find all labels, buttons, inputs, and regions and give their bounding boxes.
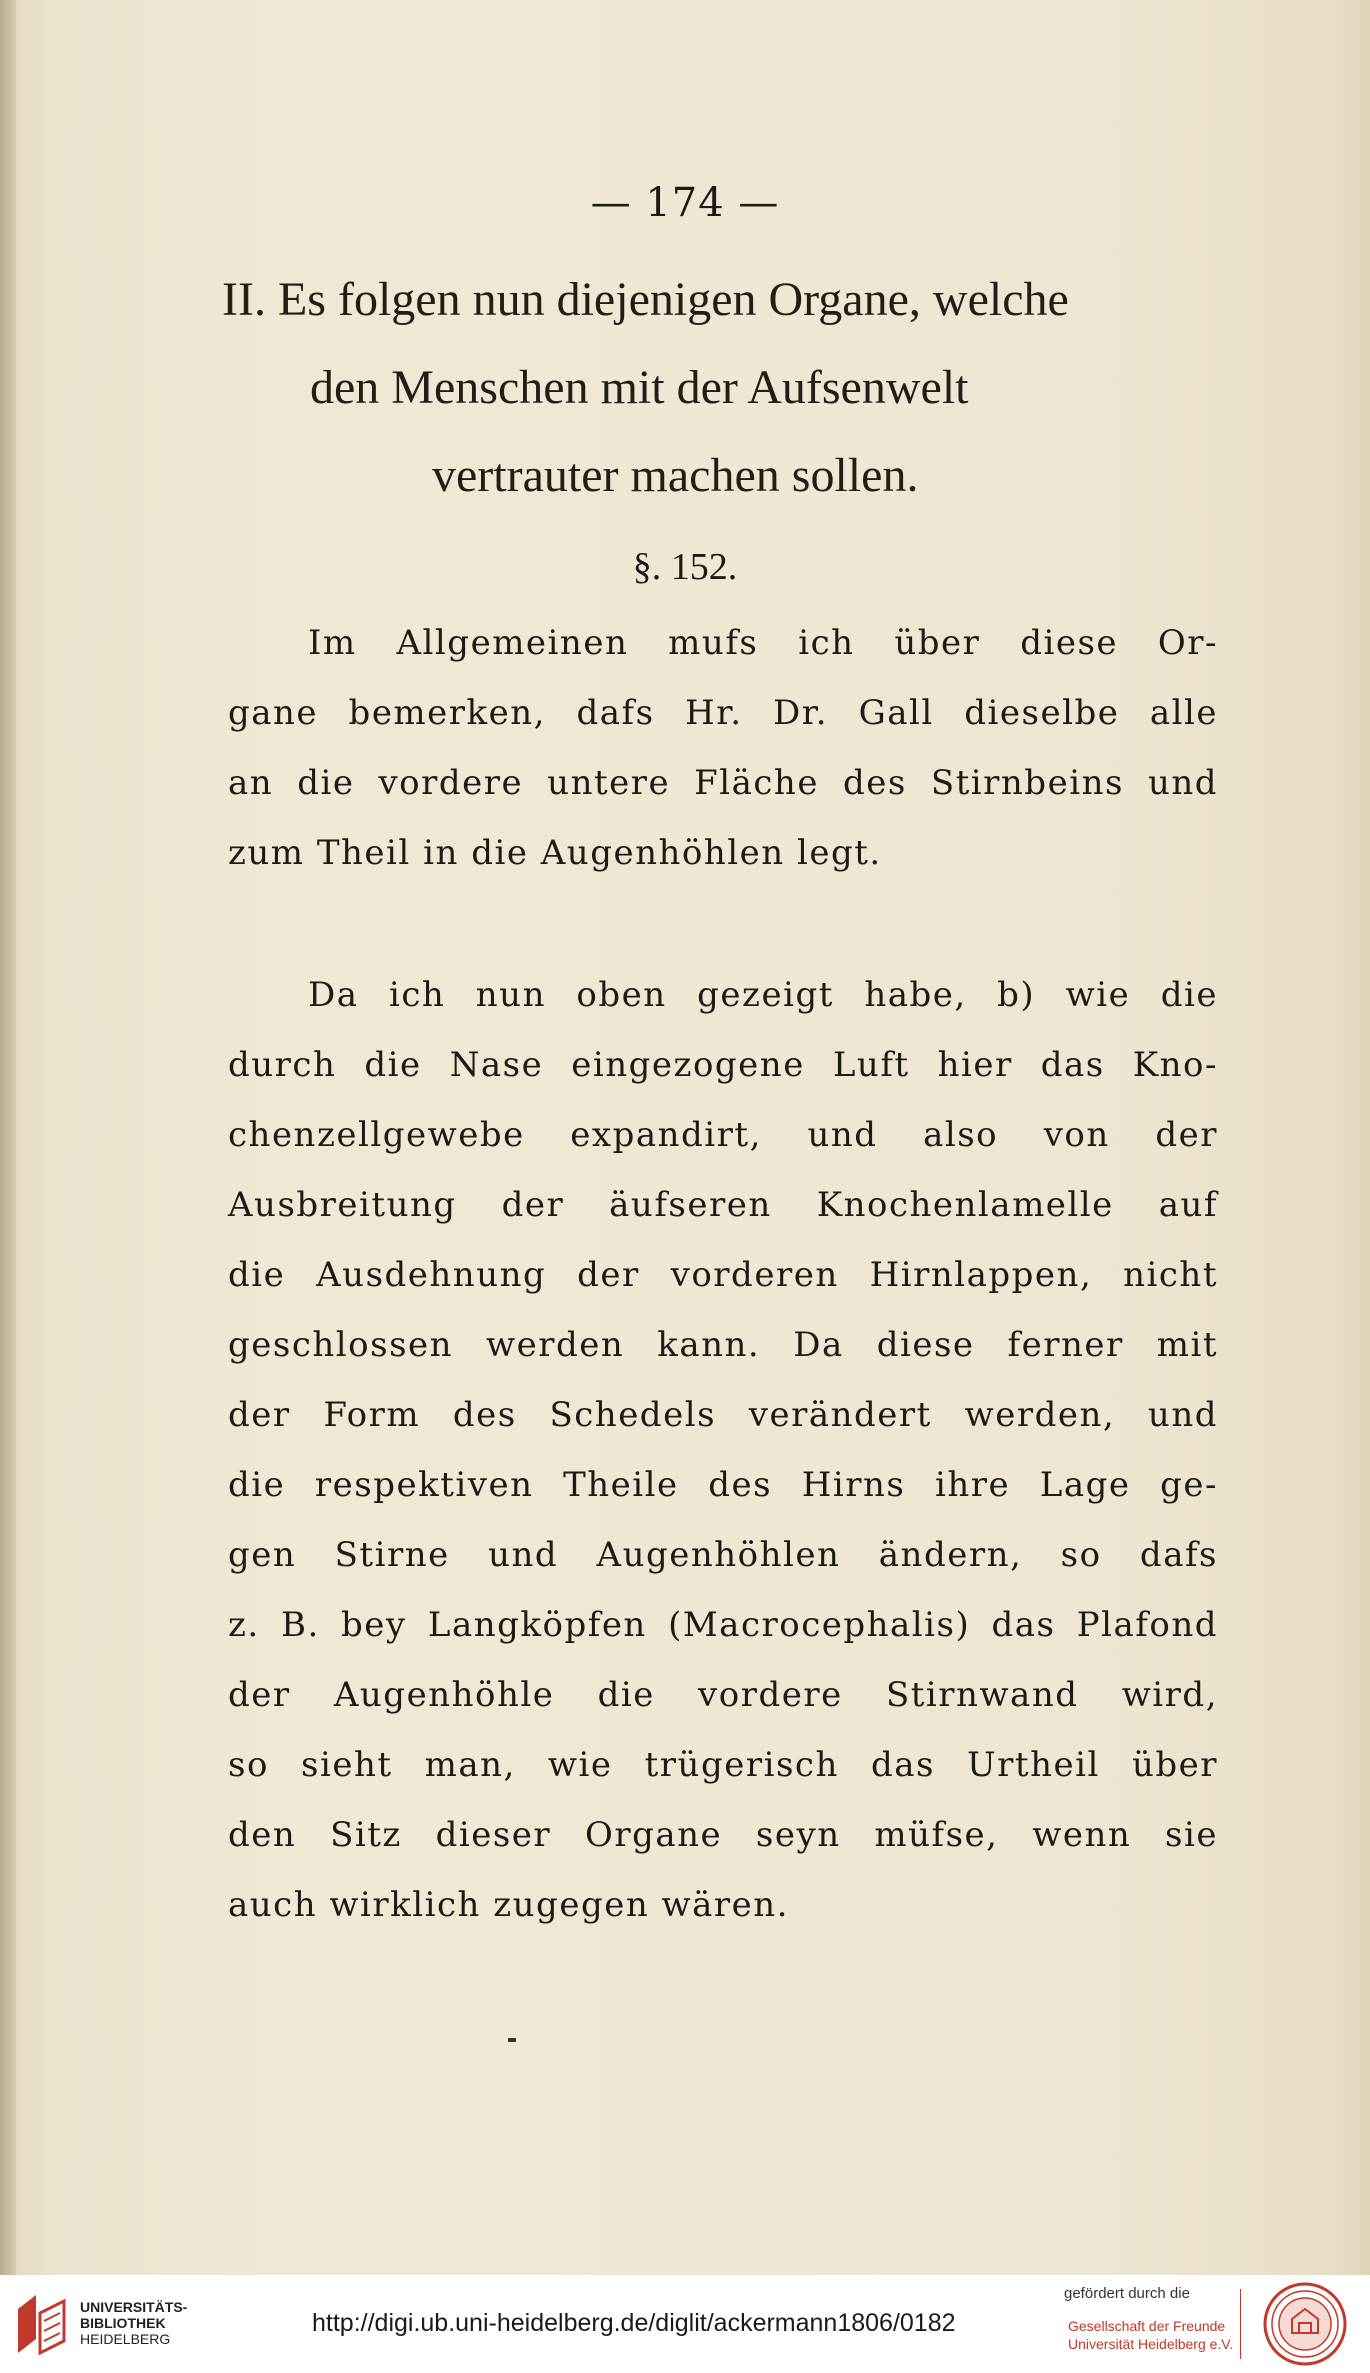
- paragraph-2-line: den Sitz dieser Organe seyn müfse, wenn sie: [228, 1815, 1218, 1855]
- society-name-line-2: Universität Heidelberg e.V.: [1068, 2336, 1234, 2352]
- paragraph-1-line: zum Theil in die Augenhöhlen legt.: [228, 833, 882, 873]
- library-name-line-3: HEIDELBERG: [80, 2331, 171, 2347]
- library-name-line-2: BIBLIOTHEK: [80, 2315, 166, 2331]
- page-number: — 174 —: [590, 180, 780, 226]
- paragraph-2-line: die respektiven Theile des Hirns ihre Lage ge-: [228, 1465, 1218, 1505]
- paragraph-2-line: der Augenhöhle die vordere Stirnwand wird,: [228, 1675, 1218, 1715]
- paragraph-2-line: die Ausdehnung der vorderen Hirnlappen, nicht: [228, 1255, 1218, 1295]
- paragraph-1-line: an die vordere untere Fläche des Stirnbeins und: [228, 763, 1218, 803]
- section-number: §. 152.: [632, 546, 738, 588]
- footer-bar: [0, 2275, 1370, 2373]
- society-name: [1068, 2317, 1233, 2353]
- library-name: [80, 2299, 187, 2347]
- heading-line-1: II. Es folgen nun diejenigen Organe, welche: [222, 273, 1069, 326]
- source-url-link[interactable]: http://digi.ub.uni-heidelberg.de/diglit/ackermann1806/0182: [312, 2309, 956, 2337]
- paragraph-1: [228, 608, 1218, 888]
- library-name-line-1: UNIVERSITÄTS-: [80, 2299, 188, 2315]
- paragraph-1-line: Im Allgemeinen mufs ich über diese Or-: [308, 623, 1218, 663]
- heading-line-2: den Menschen mit der Aufsenwelt: [310, 361, 969, 414]
- ink-mark: [508, 2038, 516, 2042]
- heading-line-3: vertrauter machen sollen.: [432, 449, 919, 502]
- paragraph-2: [228, 960, 1218, 1940]
- paragraph-2-line: auch wirklich zugegen wären.: [228, 1885, 789, 1925]
- paragraph-2-line: durch die Nase eingezogene Luft hier das Kno-: [228, 1045, 1218, 1085]
- footer-divider: [1240, 2289, 1241, 2359]
- paragraph-2-line: so sieht man, wie trügerisch das Urtheil über: [228, 1745, 1218, 1785]
- library-logo-icon: [14, 2291, 68, 2357]
- paragraph-2-line: geschlossen werden kann. Da diese ferner mit: [228, 1325, 1218, 1365]
- society-name-line-1: Gesellschaft der Freunde: [1068, 2318, 1226, 2334]
- paragraph-2-line: Da ich nun oben gezeigt habe, b) wie die: [308, 975, 1218, 1015]
- paragraph-2-line: z. B. bey Langköpfen (Macrocephalis) das Plafond: [228, 1605, 1218, 1645]
- funded-by-text: gefördert durch die: [1064, 2285, 1190, 2302]
- university-seal-icon: [1262, 2281, 1348, 2367]
- paragraph-2-line: chenzellgewebe expandirt, und also von der: [228, 1115, 1218, 1155]
- paragraph-2-line: Ausbreitung der äufseren Knochenlamelle auf: [228, 1185, 1218, 1225]
- paragraph-1-line: gane bemerken, dafs Hr. Dr. Gall dieselbe alle: [228, 693, 1218, 733]
- paragraph-2-line: der Form des Schedels verändert werden, und: [228, 1395, 1218, 1435]
- paragraph-2-line: gen Stirne und Augenhöhlen ändern, so dafs: [228, 1535, 1218, 1575]
